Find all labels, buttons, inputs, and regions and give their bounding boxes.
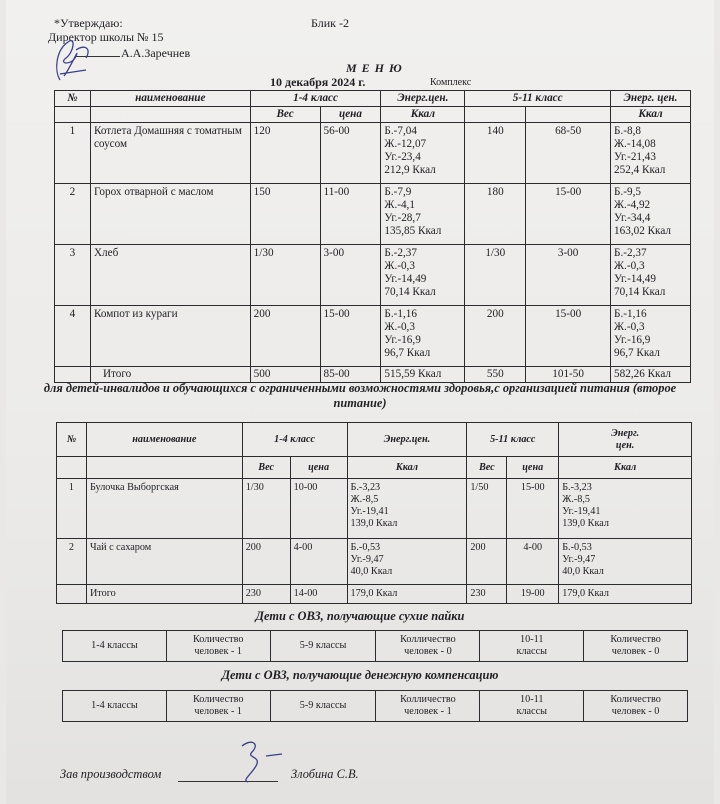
dish-name: Горох отварной с маслом	[90, 184, 250, 245]
col-price-1: цена	[290, 457, 347, 479]
col-grade-5-11: 5-11 класс	[467, 423, 559, 457]
cell: Колличество человек - 0	[376, 631, 480, 662]
col-kcal-1: Ккал	[347, 457, 467, 479]
energy-1-4: Б.-2,37 Ж.-0,3 Уг.-14,49 70,14 Ккал	[381, 245, 465, 306]
cell: 5-9 классы	[270, 631, 376, 662]
weight-1-4: 200	[242, 539, 290, 585]
weight-5-11: 1/50	[467, 479, 507, 539]
price-1-4: 4-00	[290, 539, 347, 585]
col-energy-1: Энерг.цен.	[381, 91, 465, 107]
table-header-row	[55, 91, 691, 107]
row-num: 2	[55, 184, 91, 245]
table-row	[55, 245, 691, 306]
energy-5-11: Б.-9,5 Ж.-4,92 Уг.-34,4 163,02 Ккал	[611, 184, 691, 245]
weight-1-4: 1/30	[250, 245, 320, 306]
col-weight-2: Вес	[467, 457, 507, 479]
table-row	[63, 631, 688, 662]
complex-label: Комплекс	[430, 77, 472, 88]
row-num: 1	[55, 123, 91, 184]
total-weight-1-4: 230	[242, 585, 290, 604]
footer-name: Злобина С.В.	[291, 767, 359, 781]
dish-name: Компот из кураги	[90, 306, 250, 367]
dry-rations-title: Дети с ОВЗ, получающие сухие пайки	[255, 609, 465, 623]
second-meal-table	[56, 422, 692, 604]
col-energy-1: Энерг.цен.	[347, 423, 467, 457]
col-grade-1-4: 1-4 класс	[250, 91, 381, 107]
blank-label: Блик -2	[311, 16, 349, 30]
energy-5-11: Б.-0,53 Уг.-9,47 40,0 Ккал	[559, 539, 692, 585]
col-num: №	[55, 91, 91, 107]
weight-1-4: 1/30	[242, 479, 290, 539]
price-5-11: 3-00	[526, 245, 611, 306]
weight-5-11: 200	[467, 539, 507, 585]
col-weight-1: Вес	[242, 457, 290, 479]
energy-1-4: Б.-1,16 Ж.-0,3 Уг.-16,9 96,7 Ккал	[381, 306, 465, 367]
dry-rations-table	[62, 630, 688, 662]
manager-signature	[232, 736, 292, 786]
table-header-row	[57, 423, 692, 457]
weight-5-11: 1/30	[465, 245, 526, 306]
price-5-11: 4-00	[507, 539, 559, 585]
director-label: Директор школы № 15	[48, 30, 164, 44]
dish-name: Чай с сахаром	[86, 539, 242, 585]
total-label: Итого	[86, 585, 242, 604]
document-sheet	[6, 0, 714, 804]
price-1-4: 10-00	[290, 479, 347, 539]
total-weight-5-11: 550	[465, 367, 526, 383]
table-row	[63, 691, 688, 722]
cell: 10-11 классы	[480, 631, 584, 662]
col-weight: Вес	[250, 107, 320, 123]
price-1-4: 11-00	[320, 184, 381, 245]
table-subheader-row	[57, 457, 692, 479]
energy-1-4: Б.-7,04 Ж.-12,07 Уг.-23,4 212,9 Ккал	[381, 123, 465, 184]
price-5-11: 68-50	[526, 123, 611, 184]
table-row	[57, 479, 692, 539]
cell: Количество человек - 0	[584, 631, 688, 662]
weight-5-11: 140	[465, 123, 526, 184]
weight-1-4: 200	[250, 306, 320, 367]
table-row	[55, 123, 691, 184]
weight-5-11: 180	[465, 184, 526, 245]
cell: 1-4 классы	[63, 631, 167, 662]
col-grade-5-11: 5-11 класс	[465, 91, 611, 107]
cell: 10-11 классы	[480, 691, 584, 722]
price-5-11: 15-00	[507, 479, 559, 539]
menu-date: 10 декабря 2024 г.	[270, 75, 366, 89]
col-price-2: цена	[507, 457, 559, 479]
col-kcal-2: Ккал	[611, 107, 691, 123]
col-name: наименование	[86, 423, 242, 457]
weight-5-11: 200	[465, 306, 526, 367]
total-label: Итого	[90, 367, 250, 383]
energy-5-11: Б.-2,37 Ж.-0,3 Уг.-14,49 70,14 Ккал	[611, 245, 691, 306]
col-energy-2: Энерг. цен.	[611, 91, 691, 107]
energy-1-4: Б.-7,9 Ж.-4,1 Уг.-28,7 135,85 Ккал	[381, 184, 465, 245]
total-energy-5-11: 582,26 Ккал	[611, 367, 691, 383]
total-price-1-4: 14-00	[290, 585, 347, 604]
col-num: №	[57, 423, 87, 457]
price-5-11: 15-00	[526, 184, 611, 245]
cell: Колличество человек - 1	[376, 691, 480, 722]
row-num: 3	[55, 245, 91, 306]
main-menu-table	[54, 90, 691, 383]
total-price-5-11: 19-00	[507, 585, 559, 604]
table-row	[55, 184, 691, 245]
menu-title: М Е Н Ю	[346, 61, 403, 75]
energy-1-4: Б.-3,23 Ж.-8,5 Уг.-19,41 139,0 Ккал	[347, 479, 467, 539]
director-name: А.А.Заречнев	[121, 46, 191, 60]
price-1-4: 15-00	[320, 306, 381, 367]
total-price-5-11: 101-50	[526, 367, 611, 383]
cell: Количество человек - 1	[166, 631, 270, 662]
director-signature	[46, 30, 108, 84]
weight-1-4: 120	[250, 123, 320, 184]
footer-position: Зав производством	[60, 767, 162, 781]
approve-label: *Утверждаю:	[54, 16, 123, 30]
dish-name: Хлеб	[90, 245, 250, 306]
total-energy-5-11: 179,0 Ккал	[559, 585, 692, 604]
col-energy-2: Энерг. цен.	[559, 423, 692, 457]
cell: 1-4 классы	[63, 691, 167, 722]
cell: 5-9 классы	[270, 691, 376, 722]
energy-1-4: Б.-0,53 Уг.-9,47 40,0 Ккал	[347, 539, 467, 585]
section-title-second-meal: для детей-инвалидов и обучающихся с ограниченными возможностями здоровья,с организацией питания (второе питание)	[43, 381, 677, 410]
table-subheader-row	[55, 107, 691, 123]
dish-name: Булочка Выборгская	[86, 479, 242, 539]
energy-5-11: Б.-3,23 Ж.-8,5 Уг.-19,41 139,0 Ккал	[559, 479, 692, 539]
total-weight-5-11: 230	[467, 585, 507, 604]
energy-5-11: Б.-1,16 Ж.-0,3 Уг.-16,9 96,7 Ккал	[611, 306, 691, 367]
price-1-4: 3-00	[320, 245, 381, 306]
total-weight-1-4: 500	[250, 367, 320, 383]
total-price-1-4: 85-00	[320, 367, 381, 383]
weight-1-4: 150	[250, 184, 320, 245]
col-name: наименование	[90, 91, 250, 107]
energy-5-11: Б.-8,8 Ж.-14,08 Уг.-21,43 252,4 Ккал	[611, 123, 691, 184]
compensation-table	[62, 690, 688, 722]
col-grade-1-4: 1-4 класс	[242, 423, 347, 457]
cell: Количество человек - 0	[584, 691, 688, 722]
total-energy-1-4: 179,0 Ккал	[347, 585, 467, 604]
price-1-4: 56-00	[320, 123, 381, 184]
table-row	[57, 539, 692, 585]
row-num: 1	[57, 479, 87, 539]
total-energy-1-4: 515,59 Ккал	[381, 367, 465, 383]
row-num: 4	[55, 306, 91, 367]
compensation-title: Дети с ОВЗ, получающие денежную компенсацию	[221, 668, 499, 682]
price-5-11: 15-00	[526, 306, 611, 367]
total-row	[57, 585, 692, 604]
col-kcal-2: Ккал	[559, 457, 692, 479]
col-kcal-1: Ккал	[381, 107, 465, 123]
col-price: цена	[320, 107, 381, 123]
row-num: 2	[57, 539, 87, 585]
table-row	[55, 306, 691, 367]
cell: Количество человек - 1	[166, 691, 270, 722]
dish-name: Котлета Домашняя с томатным соусом	[90, 123, 250, 184]
